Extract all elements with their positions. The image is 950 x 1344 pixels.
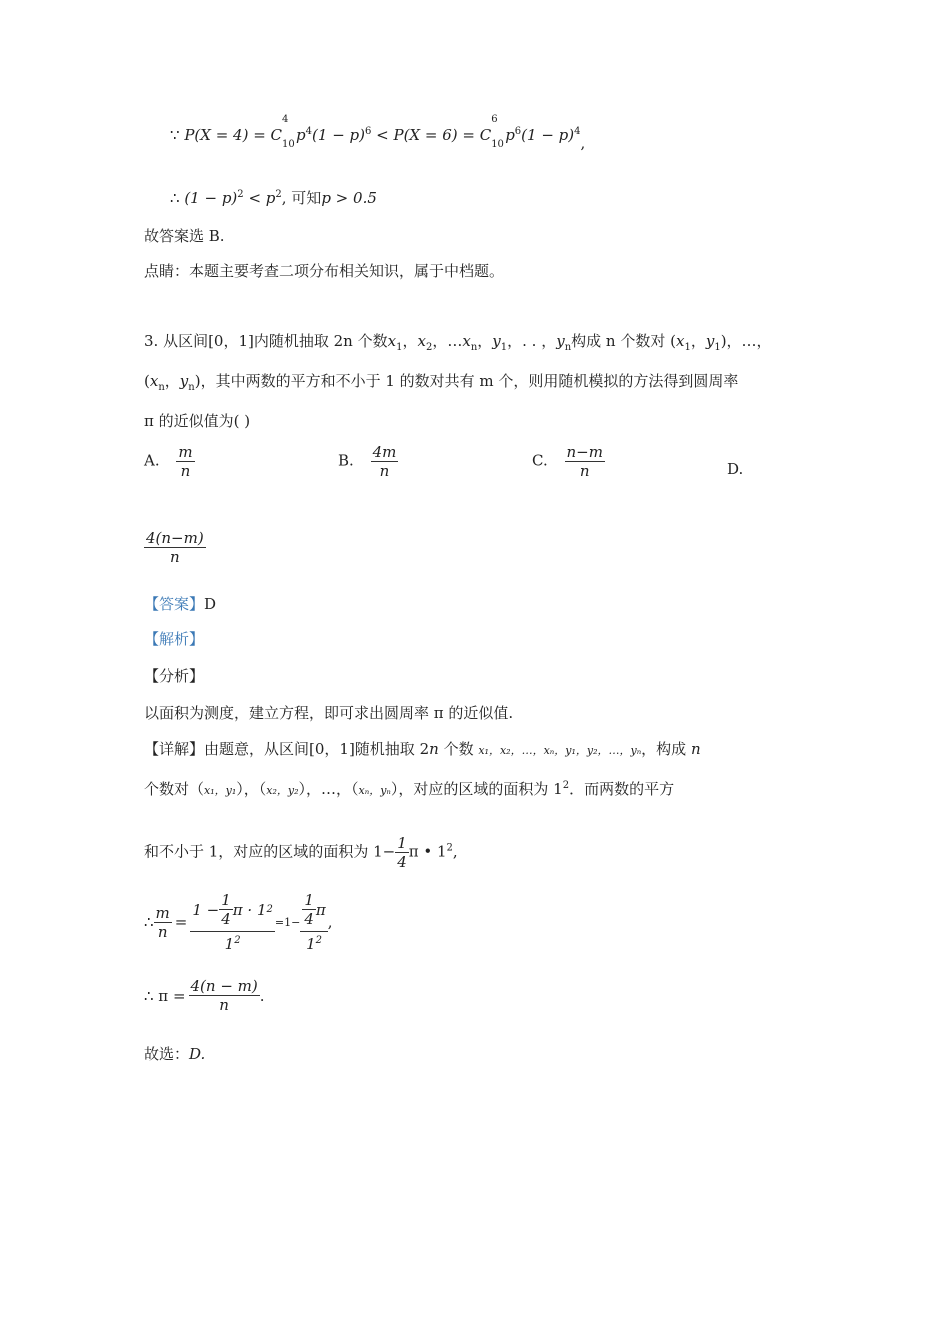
comment-text: 点睛：本题主要考查二项分布相关知识，属于中档题。 (144, 262, 505, 280)
detail-line-3: 和不小于 1，对应的区域的面积为 1− $\frac{1}{4}$ π • $1^2$, (144, 834, 458, 871)
question-3-line-3: π 的近似值为( ) (144, 412, 251, 430)
formula-binomial-compare: ∵ P(X = 4) = C 4 10 $p^4(1 - p)^6 < P(X = 6) = C$ 6 10 $p^6(1 - p)^4$, (170, 114, 586, 152)
option-d-value: $\frac{4(n-m)}{n}$ (146, 529, 204, 566)
option-d-label: D. (727, 460, 744, 478)
detail-line-1: 【详解】由题意，从区间[0，1]随机抽取 2n 个数 x₁，x₂，…，xₙ，y₁，y₂，…，yₙ，构成 n (144, 740, 701, 758)
formula-conclusion-p: ∴ $(1 - p)^2 < p^2$, 可知p > 0.5 (170, 189, 377, 207)
fenxi-tag: 【分析】 (144, 667, 205, 685)
equation-pi: ∴ π = $\frac{4(n - m)}{n}$ . (144, 977, 265, 1014)
option-b: B. $\frac{4m}{n}$ (338, 443, 397, 480)
detail-line-2: 个数对（x₁，y₁），（x₂，y₂），…，（xₙ，yₙ），对应的区域的面积为 $1^2$．而两数的平方 (144, 780, 675, 798)
answer-b-text: 故答案选 B. (144, 227, 225, 245)
equation-m-over-n: ∴ $\frac{m}{n}$ = 1 − $\frac{1}{4}$ π · 1 2 $1^2$ =1− $\frac{1}{4}$ π $1^2$ , (144, 891, 333, 953)
option-c: C. $\frac{n-m}{n}$ (532, 443, 603, 480)
option-a: A. $\frac{m}{n}$ (144, 443, 193, 480)
question-3-line-2: ($x_n$，$y_n$)，其中两数的平方和不小于 1 的数对共有 m 个，则用随机模拟的方法得到圆周率 (144, 372, 739, 393)
question-3-line-1: 3. 从区间[0，1]内随机抽取 2n 个数$x_1$，$x_2$，$\dots x_n$，$y_1$，. . ，$y_n$构成 n 个数对 ($x_1$，$y_1$)，…， (144, 332, 772, 353)
fenxi-text: 以面积为测度，建立方程，即可求出圆周率 π 的近似值. (144, 704, 514, 722)
final-answer: 故选：D. (144, 1045, 206, 1063)
answer-row: 【答案】D (144, 595, 217, 613)
analysis-tag: 【解析】 (144, 630, 205, 648)
